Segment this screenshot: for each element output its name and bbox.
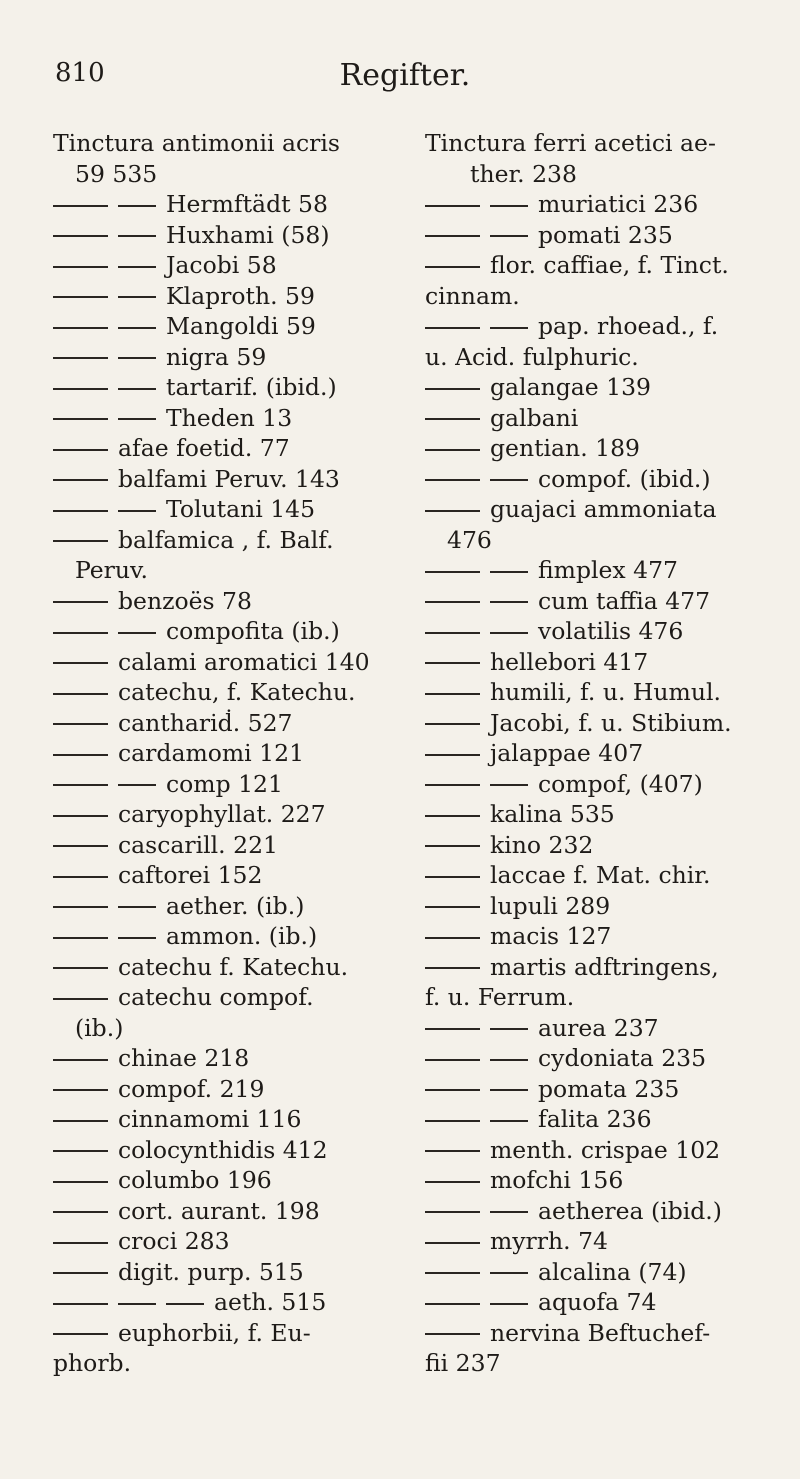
ditto-dash [425,1059,480,1061]
ditto-dash [425,784,480,786]
ditto-dash [425,845,480,847]
entry-text: Tolutani 145 [166,495,316,523]
entry-text: myrrh. 74 [490,1227,609,1255]
ditto-dash [425,479,480,481]
index-entry [53,281,398,312]
index-entry [425,799,770,830]
ditto-dash [53,296,108,298]
entry-text: aquofa 74 [538,1288,657,1316]
ditto-dash [425,967,480,969]
entry-text: Mangoldi 59 [166,312,316,340]
entry-text: aeth. 515 [214,1288,327,1316]
ditto-dash [425,1333,480,1335]
ditto-dash [425,235,480,237]
ditto-dash [53,510,108,512]
index-entry [53,1043,398,1074]
ditto-dash [118,784,156,786]
ditto-dash [53,479,108,481]
ditto-dash [425,1150,480,1152]
index-entry [425,433,770,464]
index-entry [53,860,398,891]
ditto-dash [490,1059,528,1061]
entry-text: galbani [490,403,579,432]
index-entry [425,1348,770,1379]
index-entry [53,1165,398,1196]
index-entry [425,159,770,190]
entry-text: fii 237 [425,1349,501,1377]
entry-text: compof, (407) [538,769,703,798]
entry-text: laccae f. Mat. chir. [490,861,711,889]
ditto-dash [490,327,528,329]
index-entry [425,921,770,952]
entry-text: pomati 235 [538,220,673,249]
index-entry [425,1257,770,1288]
index-entry [425,311,770,342]
entry-text: martis adftringens, [490,952,719,981]
index-entry [53,1074,398,1105]
index-entry [53,525,398,556]
ditto-dash [490,1211,528,1213]
index-entry [425,189,770,220]
entry-text: phorb. [53,1349,132,1377]
index-entry [53,1104,398,1135]
entry-text: afae foetid. 77 [118,434,290,462]
entry-text: pomata 235 [538,1074,680,1103]
ditto-dash [425,662,480,664]
index-entry [53,1287,398,1318]
index-entry [425,891,770,922]
entry-text: Jacobi 58 [166,251,277,279]
index-entry [425,1287,770,1318]
index-entry [425,464,770,495]
index-entry [53,342,398,373]
entry-text: alcalina (74) [538,1257,687,1286]
ditto-dash [425,876,480,878]
entry-text: compofita (ib.) [166,617,340,645]
index-entry [53,250,398,281]
ditto-dash [53,937,108,939]
index-entry [53,128,398,159]
ditto-dash [53,1211,108,1213]
ditto-dash [425,1242,480,1244]
entry-text: ther. 238 [470,159,577,188]
entry-text: caryophyllat. 227 [118,800,326,828]
index-entry [53,738,398,769]
entry-text: cardamomi 121 [118,739,305,767]
entry-text: cydoniata 235 [538,1044,707,1072]
ditto-dash [425,418,480,420]
index-entry [53,616,398,647]
ditto-dash [53,1333,108,1335]
entry-text: Theden 13 [166,403,293,432]
entry-text: kino 232 [490,830,594,859]
right-column [425,128,770,1379]
entry-text: u. Acid. fulphuric. [425,342,639,371]
index-entry [53,982,398,1013]
entry-text: mofchi 156 [490,1166,624,1194]
ditto-dash [490,632,528,634]
ditto-dash [490,1120,528,1122]
ditto-dash [118,418,156,420]
entry-text: Jacobi, f. u. Stibium. [490,708,732,737]
ditto-dash [53,418,108,420]
entry-text: lupuli 289 [490,891,611,920]
ditto-dash [53,449,108,451]
entry-text: jalappae 407 [490,739,644,767]
index-entry [425,281,770,312]
index-entry [53,1348,398,1379]
entry-text: comp 121 [166,769,283,798]
entry-text: volatilis 476 [538,617,684,645]
entry-text: Huxhami (58) [166,220,330,249]
ditto-dash [490,205,528,207]
ditto-dash [53,876,108,878]
ditto-dash [118,266,156,268]
index-entry [425,647,770,678]
index-entry [425,525,770,556]
index-entry [53,159,398,190]
ditto-dash [425,906,480,908]
ditto-dash [425,754,480,756]
entry-text: kalina 535 [490,800,615,828]
ditto-dash [53,815,108,817]
ditto-dash [53,1181,108,1183]
index-entry [53,494,398,525]
ditto-dash [490,235,528,237]
ditto-dash [425,205,480,207]
index-entry [53,311,398,342]
ditto-dash [425,1181,480,1183]
index-entry [53,647,398,678]
ditto-dash [53,327,108,329]
index-entry [425,1074,770,1105]
entry-text: caftorei 152 [118,861,263,889]
ditto-dash [425,571,480,573]
entry-text: ammon. (ib.) [166,922,318,950]
index-entry [53,1318,398,1349]
ditto-dash [490,571,528,573]
ditto-dash [53,784,108,786]
index-entry [425,860,770,891]
index-entry [425,555,770,586]
index-entry [425,1196,770,1227]
index-entry [425,616,770,647]
index-entry [53,921,398,952]
index-entry [425,1013,770,1044]
ditto-dash [53,388,108,390]
ditto-dash [490,1272,528,1274]
index-entry [425,1043,770,1074]
ditto-dash [490,1303,528,1305]
ditto-dash [118,632,156,634]
entry-text: flor. caffiae, f. Tinct. [490,251,729,279]
ditto-dash [53,540,108,542]
entry-text: nigra 59 [166,342,267,371]
index-entry [425,738,770,769]
entry-text: 59 535 [75,159,158,188]
ditto-dash [425,449,480,451]
entry-text: Tinctura antimonii acris [53,129,340,157]
entry-text: columbo 196 [118,1166,272,1194]
entry-text: cinnam. [425,281,520,310]
ditto-dash [490,479,528,481]
ditto-dash [425,266,480,268]
index-entry [53,1013,398,1044]
ditto-dash [118,205,156,207]
index-entry [53,708,398,739]
ditto-dash [118,235,156,237]
ditto-dash [53,1150,108,1152]
index-entry [425,494,770,525]
entry-text: aetherea (ibid.) [538,1196,722,1225]
ditto-dash [118,327,156,329]
entry-text: euphorbii, f. Eu- [118,1318,311,1347]
entry-text: balfami Peruv. 143 [118,464,340,493]
ditto-dash [118,296,156,298]
entry-text: calami aromatici 140 [118,647,370,676]
index-entry [425,1135,770,1166]
entry-text: Hermftädt 58 [166,190,328,218]
index-entry [425,403,770,434]
entry-text: aether. (ib.) [166,891,305,920]
index-entry [425,1104,770,1135]
ditto-dash [53,998,108,1000]
entry-text: macis 127 [490,922,612,950]
index-entry [425,677,770,708]
index-entry [425,1226,770,1257]
index-entry [53,372,398,403]
entry-text: compof. 219 [118,1074,265,1103]
ditto-dash [425,815,480,817]
ditto-dash [53,906,108,908]
ditto-dash [53,754,108,756]
ditto-dash [425,1303,480,1305]
entry-text: canthariḋ. 527 [118,708,293,737]
index-entry [425,342,770,373]
index-entry [425,586,770,617]
index-entry [53,555,398,586]
entry-text: benzoës 78 [118,586,252,615]
entry-text: Tinctura ferri acetici ae- [425,129,716,157]
ditto-dash [425,1272,480,1274]
index-entry [53,830,398,861]
index-entry [53,403,398,434]
entry-text: 476 [447,525,492,554]
ditto-dash [53,1242,108,1244]
ditto-dash [53,723,108,725]
ditto-dash [490,1028,528,1030]
entry-text: guajaci ammoniata [490,495,717,523]
ditto-dash [490,784,528,786]
ditto-dash [53,662,108,664]
ditto-dash [425,1211,480,1213]
ditto-dash [490,1089,528,1091]
left-column [53,128,398,1379]
entry-text: (ib.) [75,1013,124,1042]
index-entry [53,799,398,830]
ditto-dash [53,1120,108,1122]
index-entry [53,1135,398,1166]
entry-text: cum taffia 477 [538,586,711,615]
index-entry [425,982,770,1013]
ditto-dash [425,937,480,939]
entry-text: muriatici 236 [538,190,699,218]
ditto-dash [425,1028,480,1030]
entry-text: colocynthidis 412 [118,1135,328,1164]
ditto-dash [118,510,156,512]
ditto-dash [53,357,108,359]
entry-text: humili, f. u. Humul. [490,678,721,706]
index-entry [425,952,770,983]
entry-text: cort. aurant. 198 [118,1196,320,1225]
index-entry [53,464,398,495]
index-entry [53,1226,398,1257]
entry-text: fimplex 477 [538,556,679,584]
entry-text: Peruv. [75,556,148,584]
entry-text: galangae 139 [490,373,652,401]
index-entry [53,586,398,617]
entry-text: pap. rhoead., f. [538,312,719,340]
ditto-dash [490,601,528,603]
index-entry [53,952,398,983]
ditto-dash [53,1303,108,1305]
index-entry [53,769,398,800]
entry-text: gentian. 189 [490,434,640,462]
index-entry [53,891,398,922]
index-entry [53,189,398,220]
ditto-dash [118,388,156,390]
page-number: 810 [55,58,105,88]
index-entry [53,1196,398,1227]
index-entry [425,830,770,861]
ditto-dash [118,357,156,359]
entry-text: catechu f. Katechu. [118,952,349,981]
ditto-dash [425,388,480,390]
ditto-dash [425,601,480,603]
ditto-dash [118,1303,156,1305]
ditto-dash [166,1303,204,1305]
entry-text: f. u. Ferrum. [425,983,575,1011]
ditto-dash [53,1272,108,1274]
entry-text: digit. purp. 515 [118,1257,304,1286]
entry-text: tartarif. (ibid.) [166,373,337,401]
ditto-dash [53,205,108,207]
entry-text: catechu, f. Katechu. [118,678,356,706]
ditto-dash [425,632,480,634]
entry-text: Klaproth. 59 [166,281,315,310]
ditto-dash [53,266,108,268]
ditto-dash [425,1120,480,1122]
entry-text: balfamica , f. Balf. [118,525,334,554]
index-entry [425,769,770,800]
ditto-dash [53,632,108,634]
ditto-dash [53,601,108,603]
ditto-dash [53,1089,108,1091]
index-entry [425,708,770,739]
ditto-dash [118,906,156,908]
ditto-dash [53,693,108,695]
index-entry [53,1257,398,1288]
index-entry [53,220,398,251]
index-entry [425,1165,770,1196]
entry-text: chinae 218 [118,1044,250,1072]
entry-text: falita 236 [538,1105,652,1133]
index-entry [53,677,398,708]
ditto-dash [425,327,480,329]
entry-text: aurea 237 [538,1013,659,1042]
index-entry [425,128,770,159]
entry-text: catechu compof. [118,983,314,1011]
ditto-dash [425,693,480,695]
ditto-dash [53,967,108,969]
index-entry [53,433,398,464]
ditto-dash [425,510,480,512]
index-entry [425,220,770,251]
ditto-dash [53,845,108,847]
entry-text: cinnamomi 116 [118,1105,302,1133]
entry-text: cascarill. 221 [118,830,278,859]
ditto-dash [53,235,108,237]
index-entry [425,250,770,281]
index-entry [425,1318,770,1349]
index-entry [425,372,770,403]
ditto-dash [425,723,480,725]
ditto-dash [118,937,156,939]
entry-text: compof. (ibid.) [538,464,711,493]
entry-text: menth. crispae 102 [490,1135,721,1164]
running-title: Regifter. [339,58,471,93]
entry-text: hellebori 417 [490,647,649,676]
entry-text: nervina Beftuchef- [490,1318,711,1347]
entry-text: croci 283 [118,1227,230,1255]
ditto-dash [53,1059,108,1061]
page-header [55,58,755,98]
ditto-dash [425,1089,480,1091]
